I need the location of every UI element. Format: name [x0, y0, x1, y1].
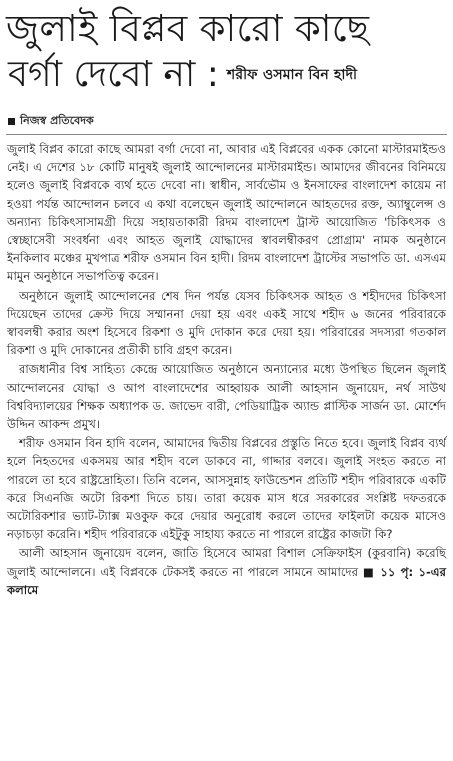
headline-line-1: জুলাই বিপ্লব কারো কাছে	[6, 7, 370, 50]
byline-row	[8, 108, 449, 131]
headline	[4, 0, 449, 98]
headline-line-2: বর্গা দেবো না :	[8, 54, 219, 95]
paragraph-4: শরীফ ওসমান বিন হাদি বলেন, আমাদের দ্বিতীয় বিপ্লবের প্রস্তুতি নিতে হবে। জুলাই বিপ্লব ব্যর্থ হলে নিহতদের একসময় আর শহীদ বলে ডাকবে না, গাদ্দার বলবে। জুলাই সংহত করতে না পারলে তা হবে রাষ্ট্রদ্রোহিতা। তিনি বলেন, আসসুন্নাহ ফাউন্ডেশন প্রতিটি শহীদ পরিবারকে একটি করে সিএনজি অটো রিকশা দিতে চায়। তারা কয়েক মাস ধরে সরকারের সংশ্লিষ্ট দফতরকে অটোরিকশার ভ্যাট-ট্যাক্স মওকুফ করে দেয়ার অনুরোধ করলে তাদের ফাইলটা কয়েক মাসেও নড়াচড়া করেনি। শহীদ পরিবারকে এইটুকু সাহায্য করতে না পারলে রাষ্ট্রের কাজটা কি?	[7, 436, 446, 542]
paragraph-5-text: আলী আহসান জুনায়েদ বলেন, জাতি হিসেবে আমরা বিশাল সেক্রিফাইস (কুরবানি) করেছি জুলাই আন্দোলনে। এই বিপ্লবকে টেকসই করতে না পারলে সামনে আমাদের	[7, 546, 446, 579]
paragraph-3: রাজধানীর বিশ্ব সাহিত্য কেন্দ্রে আয়োজিত অনুষ্ঠানে অন্যান্যের মধ্যে উপস্থিত ছিলেন জুলাই আন্দোলনের যোদ্ধা ও আপ বাংলাদেশের আহ্বায়ক আলী আহসান জুনায়েদ, নর্থ সাউথ বিশ্ববিদ্যালয়ের শিক্ষক অধ্যাপক ড. জাভেদ বারী, পেডিয়াট্রিক অ্যান্ড প্লাস্টিক সার্জন ডা. মোর্শেদ উদ্দিন আকন্দ প্রমুখ।	[7, 362, 446, 432]
headline-line-2-row	[8, 52, 449, 98]
divider	[6, 134, 447, 135]
paragraph-1: জুলাই বিপ্লব কারো কাছে আমরা বর্গা দেবো না, আবার এই বিপ্লবের একক কোনো মাস্টারমাইন্ডও নেই। এ দেশের ১৮ কোটি মানুষই জুলাই আন্দোলনের মাস্টারমাইন্ড। আমাদের জীবনের বিনিময়ে হলেও জুলাই বিপ্লবকে ব্যর্থ হতে দেবো না। স্বাধীন, সার্বভৌম ও ইনসাফের বাংলাদেশ কায়েম না হওয়া পর্যন্ত আন্দোলন চলবে এ কথা বলেছেন জুলাই আন্দোলনে আহতদের রক্ত, অ্যাম্বুলেন্স ও অন্যান্য চিকিৎসাসামগ্রী দিয়ে সহায়তাকারী রিদম বাংলাদেশ ট্রাস্ট আয়োজিত 'চিকিৎসক ও স্বেচ্ছাসেবী সংবর্ধনা এবং আহত জুলাই যোদ্ধাদের স্বাবলম্বীকরণ প্রোগ্রাম' নামক অনুষ্ঠানে ইনকিলাব মঞ্চের মুখপাত্র শরীফ ওসমান বিন হাদী। রিদম বাংলাদেশ ট্রাস্টের সভাপতি ডা. এসএম মামুন অনুষ্ঠানে সভাপতিত্ব করেন।	[7, 142, 446, 284]
headline-author: শরীফ ওসমান বিন হাদী	[226, 67, 358, 83]
article-body	[4, 140, 449, 599]
paragraph-2: অনুষ্ঠানে জুলাই আন্দোলনের শেষ দিন পর্যন্ত যেসব চিকিৎসক আহত ও শহীদদের চিকিৎসা দিয়েছেন তাদের ক্রেস্ট দিয়ে সম্মাননা দেয়া হয় এবং একই সাথে শহীদ ৬ জনের পরিবারকে স্বাবলম্বী করার অংশ হিসেবে রিকশা ও মুদি দোকান করে দেয়া হয়। পরিবারের সদস্যরা গতকাল রিকশা ও মুদি দোকানের প্রতীকী চাবি গ্রহণ করেন।	[7, 288, 446, 358]
paragraph-5	[7, 544, 446, 599]
byline: নিজস্ব প্রতিবেদক	[20, 114, 94, 127]
continued-on-page: ■ ১১ পৃ: ১-এর কলামে	[7, 564, 446, 597]
square-bullet-icon	[8, 118, 15, 125]
